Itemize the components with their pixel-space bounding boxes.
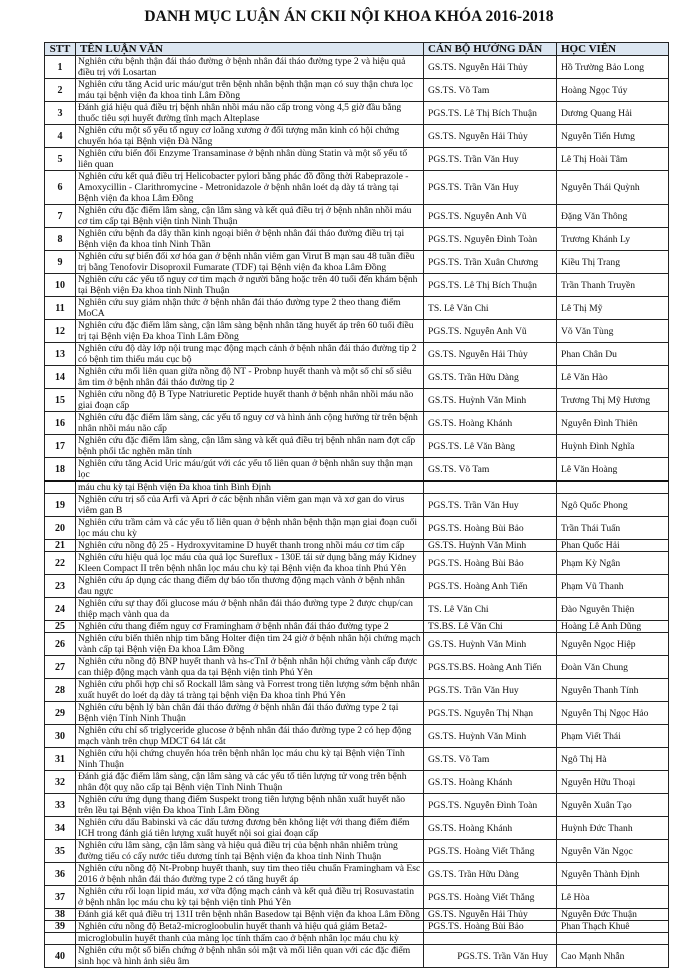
supervisor-cell [424,933,557,945]
student-cell: Nguyễn Văn Ngọc [557,840,669,863]
supervisor-cell: PGS.TS. Trần Văn Huy [424,148,557,171]
stt-cell: 33 [45,794,76,817]
student-cell [557,933,669,945]
supervisor-cell: PGS.TS. Trần Văn Huy [424,945,557,968]
table-row [45,656,669,679]
student-cell: Trương Khánh Ly [557,228,669,251]
stt-cell: 29 [45,702,76,725]
stt-cell: 1 [45,56,76,79]
title-cell: Nghiên cứu nồng độ Beta2-microgloobulin huyết thanh và hiệu quả giảm Beta2- [76,921,424,933]
supervisor-cell: GS.TS. Võ Tam [424,79,557,102]
title-cell: Nghiên cứu nồng độ BNP huyết thanh và hs-cTnI ở bệnh nhân hội chứng vành cấp được can thiệp động mạch vành qua da tại Bệnh viện tỉnh Phú Yên [76,656,424,679]
supervisor-cell: PGS.TS. Hoàng Viết Thắng [424,840,557,863]
supervisor-cell: PGS.TS. Trần Văn Huy [424,171,557,205]
table-row [45,205,669,228]
title-cell: Đánh giá hiệu quả điều trị bệnh nhân nhồi máu não cấp trong vòng 4,5 giờ đầu bằng thuốc tiêu sợi huyết đường tĩnh mạch Alteplase [76,102,424,125]
stt-cell: 20 [45,517,76,540]
table-row [45,863,669,886]
table-row [45,748,669,771]
stt-cell: 9 [45,251,76,274]
supervisor-cell: PGS.TS. Trần Văn Huy [424,494,557,517]
title-cell: Nghiên cứu nồng độ Nt-Probnp huyết thanh, suy tim theo tiêu chuẩn Framingham và Esc 2016 ở bệnh nhân đái tháo đường type 2 có tăng huyết áp [76,863,424,886]
title-cell: Nghiên cứu dấu Babinski và các dấu tương đương bên không liệt với thang điểm điểm ICH trong đánh giá tiên lượng xuất huyết nội soi giai đoạn cấp [76,817,424,840]
table-row [45,274,669,297]
supervisor-cell: GS.TS. Huỳnh Văn Minh [424,725,557,748]
supervisor-cell: PGS.TS. Trần Văn Huy [424,679,557,702]
header-title: TÊN LUẬN VĂN [76,43,424,56]
stt-cell: 11 [45,297,76,320]
title-cell: Nghiên cứu kết quả điều trị Helicobacter pylori bằng phác đồ đồng thời Rabeprazole - Amoxycillin - Clarithromycine - Metronidazole ở bệnh nhân loét dạ dày tá tràng tại Bệnh viện đa khoa Lâm Đồng [76,171,424,205]
table-row [45,552,669,575]
supervisor-cell: GS.TS. Võ Tam [424,458,557,482]
table-row [45,343,669,366]
title-cell: Nghiên cứu rối loạn lipid máu, xơ vữa động mạch cảnh và kết quả điều trị Rosuvastatin ở bệnh nhân lọc máu chu kỳ tại bệnh viện tỉnh Phú Yên [76,886,424,909]
table-row [45,517,669,540]
stt-cell: 31 [45,748,76,771]
table-row [45,921,669,933]
student-cell: Phan Quốc Hải [557,540,669,552]
title-cell: Nghiên cứu bệnh thận đái tháo đường ở bệnh nhân đái tháo đường type 2 và hiệu quả điều trị với Losartan [76,56,424,79]
table-row [45,575,669,598]
stt-cell: 36 [45,863,76,886]
student-cell: Cao Mạnh Nhẫn [557,945,669,968]
student-cell: Nguyễn Thị Ngọc Hảo [557,702,669,725]
supervisor-cell: PGS.TS. Hoàng Bùi Bảo [424,552,557,575]
table-row [45,945,669,968]
table-header-row [45,43,669,56]
stt-cell: 30 [45,725,76,748]
title-cell: Nghiên cứu lâm sàng, cận lâm sàng và hiệu quả điều trị của bệnh nhân nhiễm trùng đường tiểu có cấy nước tiểu dương tính tại Bệnh viện đa khoa tỉnh Ninh Thuận [76,840,424,863]
title-cell: Nghiên cứu đặc điểm lâm sàng, cận lâm sàng bệnh nhân tăng huyết áp trên 60 tuổi điều trị tại Bệnh viện Đa khoa Tỉnh Lâm Đồng [76,320,424,343]
stt-cell: 17 [45,435,76,458]
supervisor-cell: GS.TS. Huỳnh Văn Minh [424,540,557,552]
supervisor-cell: GS.TS. Huỳnh Văn Minh [424,633,557,656]
stt-cell: 13 [45,343,76,366]
header-stt: STT [45,43,76,56]
title-cell: Nghiên cứu tăng Acid Uric máu/gút với các yếu tố liên quan ở bệnh nhân suy thận mạn lọc [76,458,424,482]
stt-cell: 25 [45,621,76,633]
supervisor-cell: GS.TS. Trần Hữu Dàng [424,863,557,886]
supervisor-cell: PGS.TS.BS. Hoàng Anh Tiến [424,656,557,679]
student-cell: Ngô Quốc Phong [557,494,669,517]
table-row [45,886,669,909]
thesis-table [44,42,669,968]
stt-cell: 39 [45,921,76,933]
title-cell: Nghiên cứu hiệu quả lọc máu của quả lọc Sureflux - 130E tái sử dụng bằng máy Kidney Kleen Compact II trên bệnh nhân lọc máu chu kỳ tại Bệnh viện đa khoa tỉnh Phú Yên [76,552,424,575]
table-row [45,125,669,148]
table-body [45,56,669,968]
student-cell: Nguyễn Thái Quỳnh [557,171,669,205]
student-cell: Trần Thái Tuấn [557,517,669,540]
stt-cell: 24 [45,598,76,621]
title-cell: Nghiên cứu ứng dụng thang điểm Suspekt trong tiên lượng bệnh nhân xuất huyết não trên lều tại Bệnh viện Đa khoa Tỉnh Lâm Đồng [76,794,424,817]
supervisor-cell: PGS.TS. Nguyễn Đình Toàn [424,228,557,251]
supervisor-cell: PGS.TS. Nguyễn Thị Nhạn [424,702,557,725]
table-row [45,909,669,921]
student-cell: Nguyễn Tiến Hưng [557,125,669,148]
title-cell: Nghiên cứu trầm cảm và các yếu tố liên quan ở bệnh nhân bệnh thận mạn giai đoạn cuối lọc máu chu kỳ [76,517,424,540]
table-row [45,633,669,656]
table-row [45,540,669,552]
supervisor-cell: PGS.TS. Trần Xuân Chương [424,251,557,274]
title-cell: Nghiên cứu biến đổi Enzyme Transaminase ở bệnh nhân dùng Statin và một số yếu tố liên quan [76,148,424,171]
student-cell: Lê Thị Mỹ [557,297,669,320]
title-cell: Đánh giá kết quả điều trị 131I trên bệnh nhân Basedow tại Bệnh viện đa khoa Lâm Đồng [76,909,424,921]
stt-cell: 18 [45,458,76,482]
stt-cell: 40 [45,945,76,968]
supervisor-cell: PGS.TS. Nguyễn Anh Vũ [424,205,557,228]
stt-cell: 35 [45,840,76,863]
table-row [45,79,669,102]
stt-cell: 26 [45,633,76,656]
supervisor-cell: PGS.TS. Hoàng Anh Tiến [424,575,557,598]
table-row [45,102,669,125]
stt-cell: 5 [45,148,76,171]
supervisor-cell: GS.TS. Nguyễn Hải Thủy [424,56,557,79]
title-cell: Nghiên cứu độ dày lớp nội trung mạc động mạch cảnh ở bệnh nhân đái tháo đường tip 2 có bệnh tim thiếu máu cục bộ [76,343,424,366]
student-cell: Trần Thanh Truyền [557,274,669,297]
title-cell: microglobulin huyết thanh của màng lọc tính thấm cao ở bệnh nhân lọc máu chu kỳ [76,933,424,945]
supervisor-cell: GS.TS. Hoàng Khánh [424,412,557,435]
table-row [45,794,669,817]
student-cell: Nguyễn Thành Định [557,863,669,886]
student-cell [557,481,669,494]
student-cell: Kiều Thị Trang [557,251,669,274]
student-cell: Đặng Văn Thông [557,205,669,228]
table-row [45,458,669,482]
stt-cell: 2 [45,79,76,102]
header-student: HỌC VIÊN [557,43,669,56]
title-cell: Nghiên cứu bệnh đa dây thần kinh ngoại biên ở bệnh nhân đái tháo đường điều trị tại Bệnh viện đa khoa tỉnh Ninh Thần [76,228,424,251]
student-cell: Hồ Trường Bảo Long [557,56,669,79]
title-cell: Nghiên cứu đặc điểm lâm sàng, các yếu tố nguy cơ và hình ảnh cộng hưởng từ trên bệnh nhân nhồi máu não cấp [76,412,424,435]
student-cell: Phạm Viết Thái [557,725,669,748]
stt-cell: 3 [45,102,76,125]
supervisor-cell: TS. Lê Văn Chi [424,598,557,621]
title-cell: Đánh giá đặc điểm lâm sàng, cận lâm sàng và các yếu tố tiên lượng tử vong trên bệnh nhân đột quỵ não cấp tại Bệnh viện Tỉnh Ninh Thuận [76,771,424,794]
stt-cell: 8 [45,228,76,251]
stt-cell: 27 [45,656,76,679]
student-cell: Dương Quang Hải [557,102,669,125]
student-cell: Trương Thị Mỹ Hương [557,389,669,412]
supervisor-cell: PGS.TS. Lê Thị Bích Thuận [424,274,557,297]
stt-cell: 6 [45,171,76,205]
student-cell: Phan Thạch Khuê [557,921,669,933]
stt-cell: 7 [45,205,76,228]
header-supervisor: CÁN BỘ HƯỚNG DẪN [424,43,557,56]
stt-cell: 28 [45,679,76,702]
supervisor-cell: GS.TS. Trần Hữu Dàng [424,366,557,389]
stt-cell: 37 [45,886,76,909]
stt-cell: 12 [45,320,76,343]
supervisor-cell [424,481,557,494]
supervisor-cell: PGS.TS. Nguyễn Anh Vũ [424,320,557,343]
student-cell: Nguyễn Ngọc Hiệp [557,633,669,656]
student-cell: Hoàng Ngọc Túy [557,79,669,102]
student-cell: Phạm Vũ Thanh [557,575,669,598]
student-cell: Nguyễn Thanh Tính [557,679,669,702]
stt-cell: 38 [45,909,76,921]
title-cell: Nghiên cứu sự thay đổi glucose máu ở bệnh nhân đái tháo đường type 2 được chụp/can thiệp mạch vành qua da [76,598,424,621]
stt-cell: 16 [45,412,76,435]
title-cell: Nghiên cứu các yếu tố nguy cơ tim mạch ở người bằng hoặc trên 40 tuổi đến khám bệnh tại Bệnh viện Đa khoa tỉnh Ninh Thuận [76,274,424,297]
title-cell: Nghiên cứu chỉ số triglyceride glucose ở bệnh nhân đái tháo đường type 2 có hẹp động mạch vành trên chụp MDCT 64 lát cắt [76,725,424,748]
stt-cell: 22 [45,552,76,575]
supervisor-cell: GS.TS. Hoàng Khánh [424,771,557,794]
supervisor-cell: PGS.TS. Lê Thị Bích Thuận [424,102,557,125]
title-cell: Nghiên cứu tăng Acid uric máu/gut trên bệnh nhân bệnh thận mạn có suy thận chưa lọc máu tại bệnh viện đa khoa tỉnh Lâm Đồng [76,79,424,102]
stt-cell: 23 [45,575,76,598]
title-cell: Nghiên cứu một số yếu tố nguy cơ loãng xương ở đối tượng mãn kinh có hội chứng chuyển hóa tại Bệnh viện Đà Nẵng [76,125,424,148]
title-cell: Nghiên cứu thang điểm nguy cơ Framingham ở bệnh nhân đái tháo đường type 2 [76,621,424,633]
table-row [45,771,669,794]
table-row-continuation [45,481,669,494]
table-row [45,228,669,251]
student-cell: Đào Nguyên Thiện [557,598,669,621]
title-cell: Nghiên cứu biến thiên nhịp tim bằng Holter điện tim 24 giờ ở bệnh nhân hội chứng mạch vành cấp tại Bệnh viện Đa khoa Lâm Đồng [76,633,424,656]
table-row [45,840,669,863]
stt-cell: 4 [45,125,76,148]
supervisor-cell: GS.TS. Nguyễn Hải Thủy [424,343,557,366]
title-cell: Nghiên cứu đặc điểm lâm sàng, cận lâm sàng và kết quả điều trị bệnh nhân nam đợt cấp bệnh phổi tắc nghẽn mãn tính [76,435,424,458]
student-cell: Phan Chân Du [557,343,669,366]
supervisor-cell: TS. Lê Văn Chi [424,297,557,320]
table-row [45,598,669,621]
supervisor-cell: GS.TS. Nguyễn Hải Thủy [424,125,557,148]
stt-cell [45,481,76,494]
title-cell: Nghiên cứu nồng độ 25 - Hydroxyvitamine D huyết thanh trong nhồi máu cơ tim cấp [76,540,424,552]
title-cell: Nghiên cứu đặc điểm lâm sàng, cận lâm sàng và kết quả điều trị ở bệnh nhân nhồi máu cơ tim cấp tại Bệnh viện tỉnh Ninh Thuận [76,205,424,228]
title-cell: Nghiên cứu áp dụng các thang điểm dự báo tổn thương động mạch vành ở bệnh nhân đau ngực [76,575,424,598]
table-row [45,366,669,389]
supervisor-cell: PGS.TS. Hoàng Bùi Bảo [424,517,557,540]
title-cell: Nghiên cứu nồng độ B Type Natriuretic Peptide huyết thanh ở bệnh nhân nhồi máu não giai đoạn cấp [76,389,424,412]
table-row [45,389,669,412]
table-row [45,148,669,171]
supervisor-cell: PGS.TS. Hoàng Viết Thắng [424,886,557,909]
supervisor-cell: TS.BS. Lê Văn Chi [424,621,557,633]
student-cell: Nguyễn Hữu Thoại [557,771,669,794]
table-row [45,621,669,633]
supervisor-cell: PGS.TS. Nguyễn Đình Toàn [424,794,557,817]
stt-cell: 32 [45,771,76,794]
stt-cell: 21 [45,540,76,552]
table-row [45,494,669,517]
title-cell: máu chu kỳ tại Bệnh viện Đa khoa tỉnh Bình Định [76,481,424,494]
table-row [45,725,669,748]
stt-cell: 19 [45,494,76,517]
supervisor-cell: GS.TS. Võ Tam [424,748,557,771]
table-row [45,56,669,79]
student-cell: Nguyễn Đình Thiên [557,412,669,435]
stt-cell: 10 [45,274,76,297]
table-row-continuation [45,933,669,945]
student-cell: Đoàn Văn Chung [557,656,669,679]
table-row [45,171,669,205]
table-row [45,251,669,274]
stt-cell: 34 [45,817,76,840]
stt-cell: 14 [45,366,76,389]
table-row [45,320,669,343]
student-cell: Nguyễn Xuân Tạo [557,794,669,817]
title-cell: Nghiên cứu hội chứng chuyển hóa trên bệnh nhân lọc máu chu kỳ tại Bệnh viện Tỉnh Ninh Thuận [76,748,424,771]
table-row [45,435,669,458]
student-cell: Phạm Kỳ Ngân [557,552,669,575]
table-row [45,679,669,702]
student-cell: Hoàng Lê Anh Dũng [557,621,669,633]
title-cell: Nghiên cứu phối hợp chỉ số Rockall lâm sàng và Forrest trong tiên lượng sớm bệnh nhân xuất huyết do loét dạ dày tá tràng tại bệnh viện Đa khoa tỉnh Phú Yên [76,679,424,702]
student-cell: Võ Văn Tùng [557,320,669,343]
student-cell: Lê Hòa [557,886,669,909]
student-cell: Nguyễn Đức Thuận [557,909,669,921]
supervisor-cell: PGS.TS. Lê Văn Bàng [424,435,557,458]
supervisor-cell: GS.TS. Huỳnh Văn Minh [424,389,557,412]
table-row [45,297,669,320]
title-cell: Nghiên cứu mối liên quan giữa nồng độ NT - Probnp huyết thanh và một số chỉ số siêu âm tim ở bệnh nhân đái tháo đường tip 2 [76,366,424,389]
supervisor-cell: GS.TS. Nguyễn Hải Thủy [424,909,557,921]
stt-cell: 15 [45,389,76,412]
title-cell: Nghiên cứu suy giảm nhận thức ở bệnh nhân đái tháo đường type 2 theo thang điểm MoCA [76,297,424,320]
title-cell: Nghiên cứu một số biến chứng ở bệnh nhân sỏi mật và mối liên quan với các đặc điểm sinh học và hình ảnh siêu âm [76,945,424,968]
student-cell: Lê Văn Hào [557,366,669,389]
page-title: DANH MỤC LUẬN ÁN CKII NỘI KHOA KHÓA 2016-2018 [144,8,554,25]
table-row [45,817,669,840]
title-cell: Nghiên cứu bệnh lý bàn chân đái tháo đường ở bệnh nhân đái tháo đường type 2 tại Bệnh viện Tỉnh Ninh Thuận [76,702,424,725]
table-row [45,412,669,435]
student-cell: Lê Thị Hoài Tâm [557,148,669,171]
student-cell: Ngô Thị Hà [557,748,669,771]
student-cell: Lê Văn Hoàng [557,458,669,482]
student-cell: Huỳnh Đình Nghĩa [557,435,669,458]
title-cell: Nghiên cứu trị số của Arfi và Apri ở các bệnh nhân viêm gan mạn và xơ gan do virus viêm gan B [76,494,424,517]
title-cell: Nghiên cứu sự biến đổi xơ hóa gan ở bệnh nhân viêm gan Virut B mạn sau 48 tuần điều trị bằng Tenofovir Disoproxil Fumarate (TDF) tại Bệnh viện đa khoa Lâm Đồng [76,251,424,274]
supervisor-cell: PGS.TS. Hoàng Bùi Bảo [424,921,557,933]
student-cell: Huỳnh Đức Thanh [557,817,669,840]
table-row [45,702,669,725]
supervisor-cell: GS.TS. Hoàng Khánh [424,817,557,840]
stt-cell [45,933,76,945]
